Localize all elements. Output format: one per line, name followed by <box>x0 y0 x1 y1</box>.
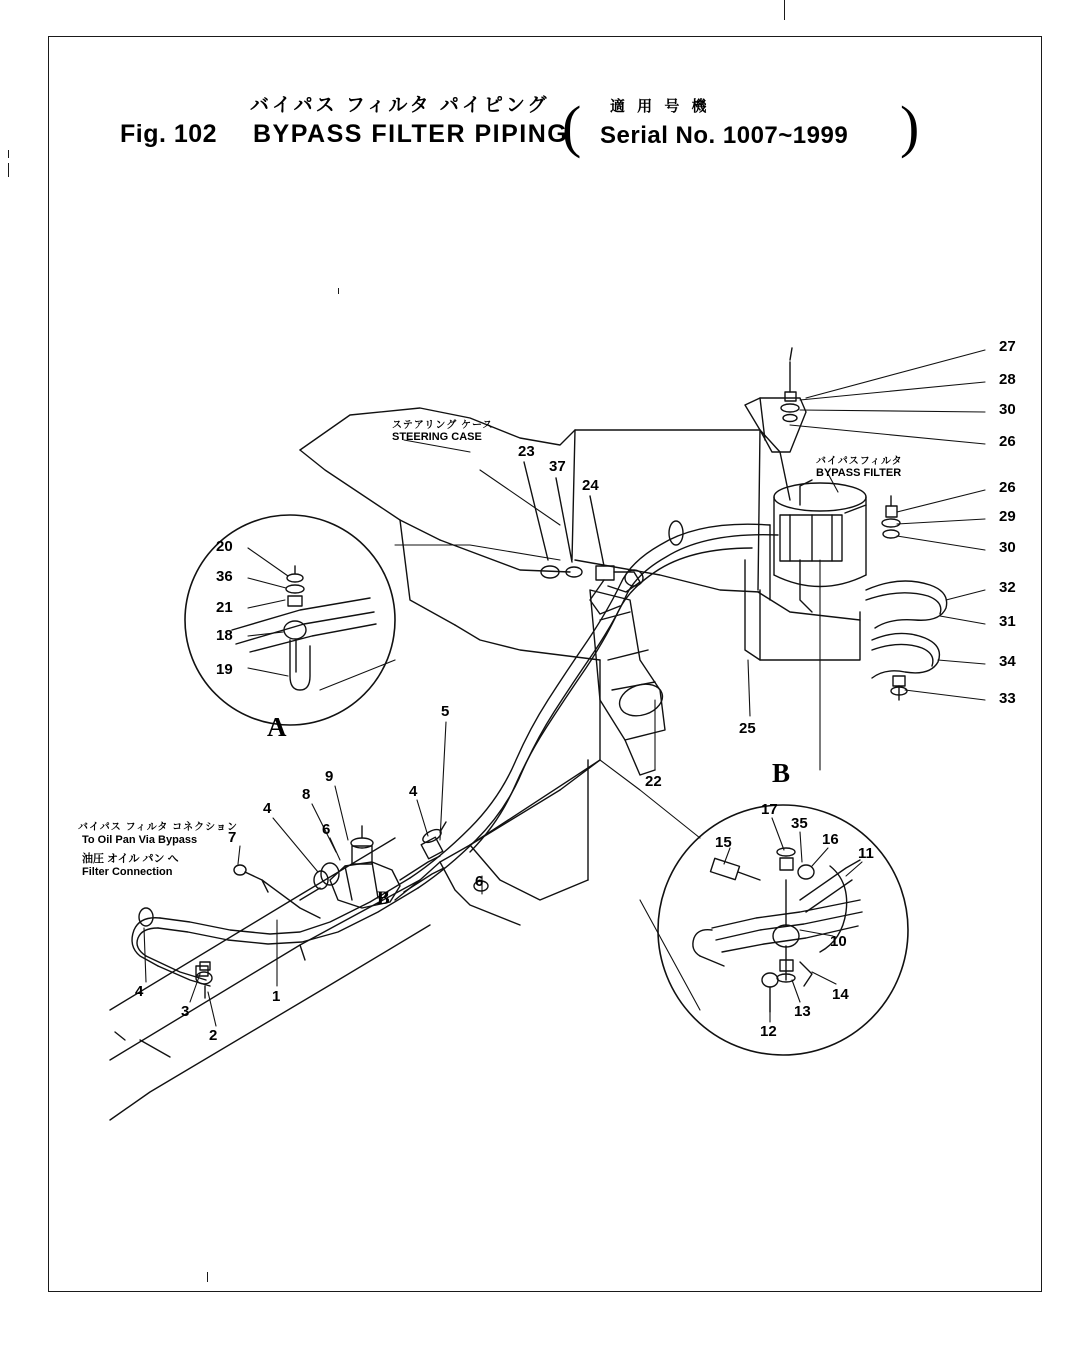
callout-number: 12 <box>760 1023 777 1040</box>
callout-number: 34 <box>999 653 1016 670</box>
callout-number: 25 <box>739 720 756 737</box>
title-japanese: バイパス フィルタ パイピング <box>250 95 550 116</box>
callout-number: 6 <box>322 821 331 838</box>
callout-number: 30 <box>999 401 1016 418</box>
paren-close: ) <box>900 94 920 159</box>
callout-number: 17 <box>761 801 778 818</box>
registration-tick-top <box>784 0 785 20</box>
callout-number: 21 <box>216 599 233 616</box>
callout-number: 20 <box>216 538 233 555</box>
callout-number: 33 <box>999 690 1016 707</box>
filter-connection-label-jp: バイパス フィルタ コネクション <box>78 822 238 833</box>
filter-connection-line1: To Oil Pan Via Bypass <box>82 834 198 846</box>
steering-case-label-en: STEERING CASE <box>392 431 482 443</box>
title-japanese-serial: 適 用 号 機 <box>610 98 711 115</box>
page-border <box>48 36 1042 1292</box>
callout-number: 3 <box>181 1003 190 1020</box>
callout-number: 35 <box>791 815 808 832</box>
registration-tick-left-upper <box>8 150 9 158</box>
callout-number: 15 <box>715 834 732 851</box>
callout-detail-b-ref: B <box>377 888 390 909</box>
callout-number: 6 <box>475 873 484 890</box>
registration-tick-bottom <box>207 1272 208 1282</box>
serial-range: Serial No. 1007~1999 <box>600 122 849 149</box>
callout-number: 1 <box>272 988 281 1005</box>
steering-case-label-jp: ステアリング ケース <box>392 420 494 431</box>
callout-number: 4 <box>135 983 144 1000</box>
callout-number: 11 <box>858 845 874 862</box>
callout-number: 5 <box>441 703 450 720</box>
callout-number: 26 <box>999 479 1016 496</box>
callout-number: 7 <box>228 829 237 846</box>
callout-number: 19 <box>216 661 233 678</box>
callout-number: 8 <box>302 786 311 803</box>
callout-number: 23 <box>518 443 535 460</box>
callout-number: 2 <box>209 1027 218 1044</box>
figure-number: Fig. 102 <box>120 120 218 148</box>
callout-number: 4 <box>409 783 418 800</box>
callout-number: 37 <box>549 458 566 475</box>
callout-number: 24 <box>582 477 599 494</box>
filter-connection-line2: 油圧 オイル パン へ <box>82 853 179 865</box>
callout-number: 18 <box>216 627 233 644</box>
callout-number: 14 <box>832 986 849 1003</box>
figure-title: BYPASS FILTER PIPING <box>253 120 569 148</box>
callout-number: 31 <box>999 613 1016 630</box>
callout-number: 36 <box>216 568 233 585</box>
callout-number: 28 <box>999 371 1016 388</box>
callout-number: 30 <box>999 539 1016 556</box>
callout-number: 13 <box>794 1003 811 1020</box>
detail-circle-label-b: B <box>772 758 791 788</box>
registration-tick-left-lower <box>8 163 9 177</box>
callout-number: 9 <box>325 768 334 785</box>
callout-number: 10 <box>830 933 847 950</box>
callout-number: 27 <box>999 338 1016 355</box>
callout-number: 22 <box>645 773 662 790</box>
callout-number: 26 <box>999 433 1016 450</box>
callout-number: 32 <box>999 579 1016 596</box>
registration-tick-inner-top <box>338 288 339 294</box>
filter-connection-line3: Filter Connection <box>82 866 173 878</box>
bypass-filter-label-en: BYPASS FILTER <box>816 467 902 479</box>
callout-number: 16 <box>822 831 839 848</box>
callout-number: 29 <box>999 508 1016 525</box>
paren-open: ( <box>562 94 582 159</box>
callout-number: 4 <box>263 800 272 817</box>
bypass-filter-label-jp: バイパスフィルタ <box>816 456 903 467</box>
detail-circle-label-a: A <box>267 712 287 742</box>
